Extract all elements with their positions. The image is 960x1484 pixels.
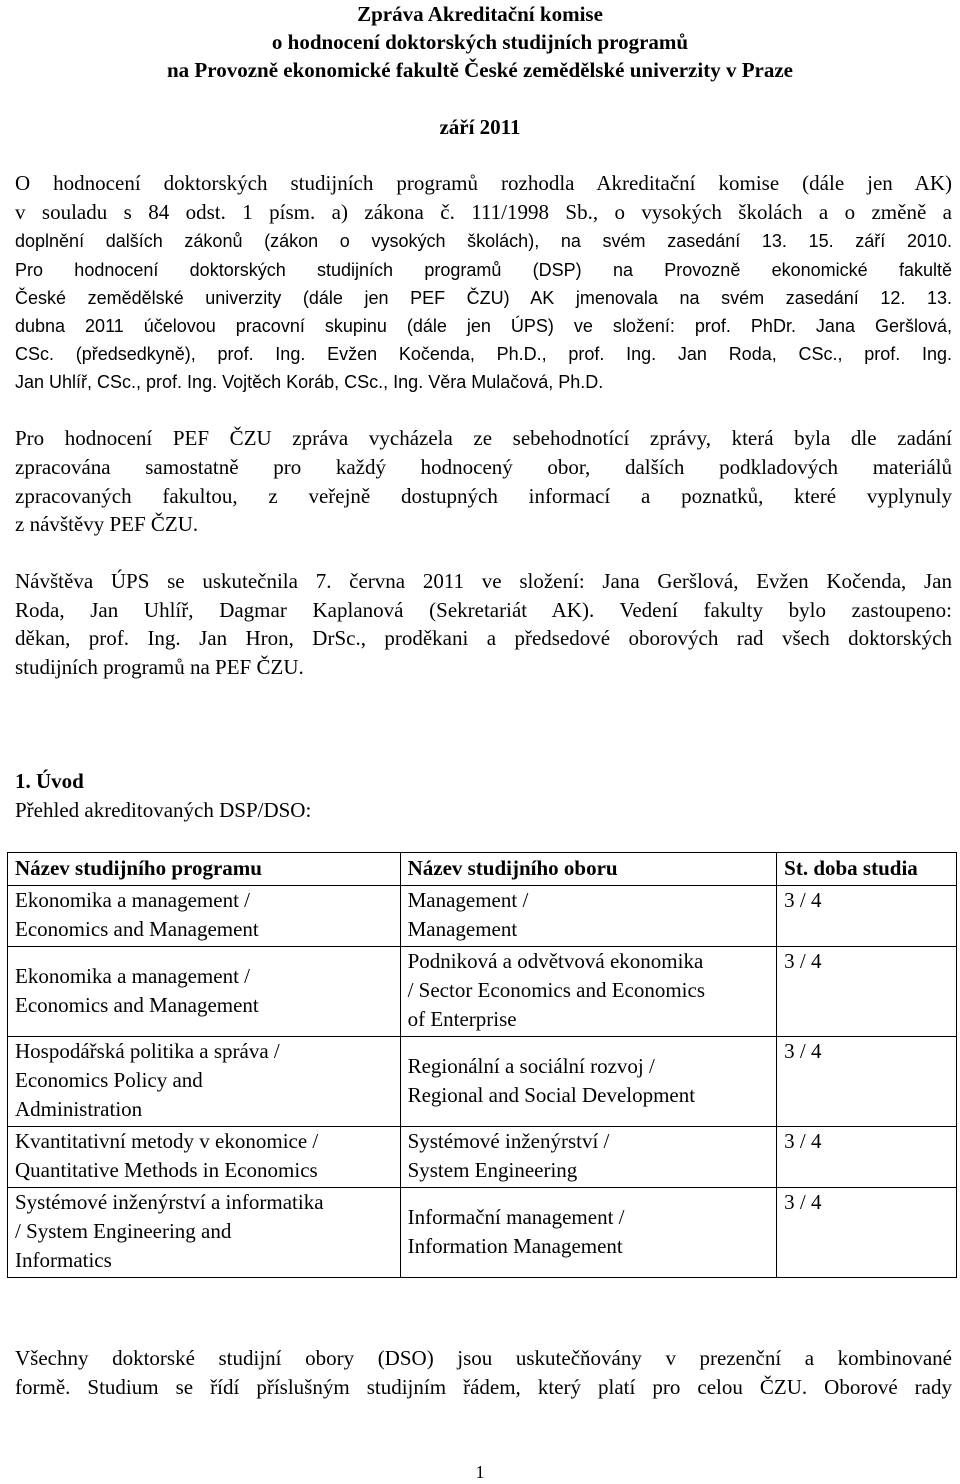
report-title-line-1: Zpráva Akreditační komise (357, 2, 603, 26)
paragraph-line: děkan, prof. Ing. Jan Hron, DrSc., proděkani a předsedové oborových rad všech doktorských (15, 626, 952, 650)
intro-line: v souladu s 84 odst. 1 písm. a) zákona č. 111/1998 Sb., o vysokých školách a o změně a (15, 200, 952, 224)
field-cell: Regionální a sociální rozvoj / Regional and Social Development (400, 1037, 777, 1127)
field-cell: Systémové inženýrství / System Engineering (400, 1127, 777, 1188)
intro-line: O hodnocení doktorských studijních programů rozhodla Akreditační komise (dále jen AK) (15, 171, 952, 195)
intro-line: České zemědělské univerzity (dále jen PEF ČZU) AK jmenovala na svém zasedání 12. 13. (15, 288, 952, 308)
duration-cell: 3 / 4 (777, 886, 957, 947)
table-row (8, 886, 957, 947)
paragraph-line: zpracována samostatně pro každý hodnocený obor, dalších podkladových materiálů (15, 455, 952, 479)
header-duration: St. doba studia (777, 853, 957, 886)
header-field: Název studijního oboru (400, 853, 777, 886)
accredited-programs-table (7, 852, 957, 1278)
report-date: září 2011 (439, 115, 521, 139)
intro-line: dubna 2011 účelovou pracovní skupinu (dále jen ÚPS) ve složení: prof. PhDr. Jana Geršlová, (15, 316, 952, 336)
table-row (8, 1037, 957, 1127)
paragraph-line: Všechny doktorské studijní obory (DSO) jsou uskutečňovány v prezenční a kombinované (15, 1346, 952, 1370)
program-cell: Systémové inženýrství a informatika / System Engineering and Informatics (8, 1188, 401, 1278)
paragraph-line: studijních programů na PEF ČZU. (15, 655, 304, 679)
table-row (8, 1127, 957, 1188)
intro-line: Jan Uhlíř, CSc., prof. Ing. Vojtěch Koráb, CSc., Ing. Věra Mulačová, Ph.D. (15, 372, 604, 392)
field-cell: Podniková a odvětvová ekonomika / Sector Economics and Economics of Enterprise (400, 947, 777, 1037)
duration-cell: 3 / 4 (777, 1037, 957, 1127)
section-heading: 1. Úvod (15, 769, 84, 793)
program-cell: Hospodářská politika a správa / Economics Policy and Administration (8, 1037, 401, 1127)
paragraph-line: zpracovaných fakultou, z veřejně dostupných informací a poznatků, které vyplynuly (15, 484, 952, 508)
intro-line: Pro hodnocení doktorských studijních programů (DSP) na Provozně ekonomické fakultě (15, 260, 952, 280)
duration-cell: 3 / 4 (777, 947, 957, 1037)
table-row (8, 1188, 957, 1278)
paragraph-line: Pro hodnocení PEF ČZU zpráva vycházela ze sebehodnotící zprávy, která byla dle zadání (15, 426, 952, 450)
section-subheading: Přehled akreditovaných DSP/DSO: (15, 798, 312, 822)
program-cell: Kvantitativní metody v ekonomice / Quantitative Methods in Economics (8, 1127, 401, 1188)
program-cell: Ekonomika a management / Economics and Management (8, 947, 401, 1037)
field-cell: Management / Management (400, 886, 777, 947)
paragraph-line: Roda, Jan Uhlíř, Dagmar Kaplanová (Sekretariát AK). Vedení fakulty bylo zastoupeno: (15, 598, 952, 622)
intro-line: CSc. (předsedkyně), prof. Ing. Evžen Kočenda, Ph.D., prof. Ing. Jan Roda, CSc., prof. Ing. (15, 344, 952, 364)
paragraph-line: z návštěvy PEF ČZU. (15, 512, 199, 536)
program-cell: Ekonomika a management / Economics and Management (8, 886, 401, 947)
report-title-line-2: o hodnocení doktorských studijních programů (271, 30, 689, 54)
duration-cell: 3 / 4 (777, 1188, 957, 1278)
page-number: 1 (475, 1462, 485, 1482)
header-program: Název studijního programu (8, 853, 401, 886)
table-row (8, 947, 957, 1037)
paragraph-line: formě. Studium se řídí příslušným studijním řádem, který platí pro celou ČZU. Oborové rady (15, 1375, 952, 1399)
intro-line: doplnění dalších zákonů (zákon o vysokých školách), na svém zasedání 13. 15. září 2010. (15, 231, 952, 251)
paragraph-line: Návštěva ÚPS se uskutečnila 7. června 2011 ve složení: Jana Geršlová, Evžen Kočenda, Jan (15, 569, 952, 593)
report-title-line-3: na Provozně ekonomické fakultě České zemědělské univerzity v Praze (167, 58, 793, 82)
table-header-row (8, 853, 957, 886)
duration-cell: 3 / 4 (777, 1127, 957, 1188)
field-cell: Informační management / Information Management (400, 1188, 777, 1278)
